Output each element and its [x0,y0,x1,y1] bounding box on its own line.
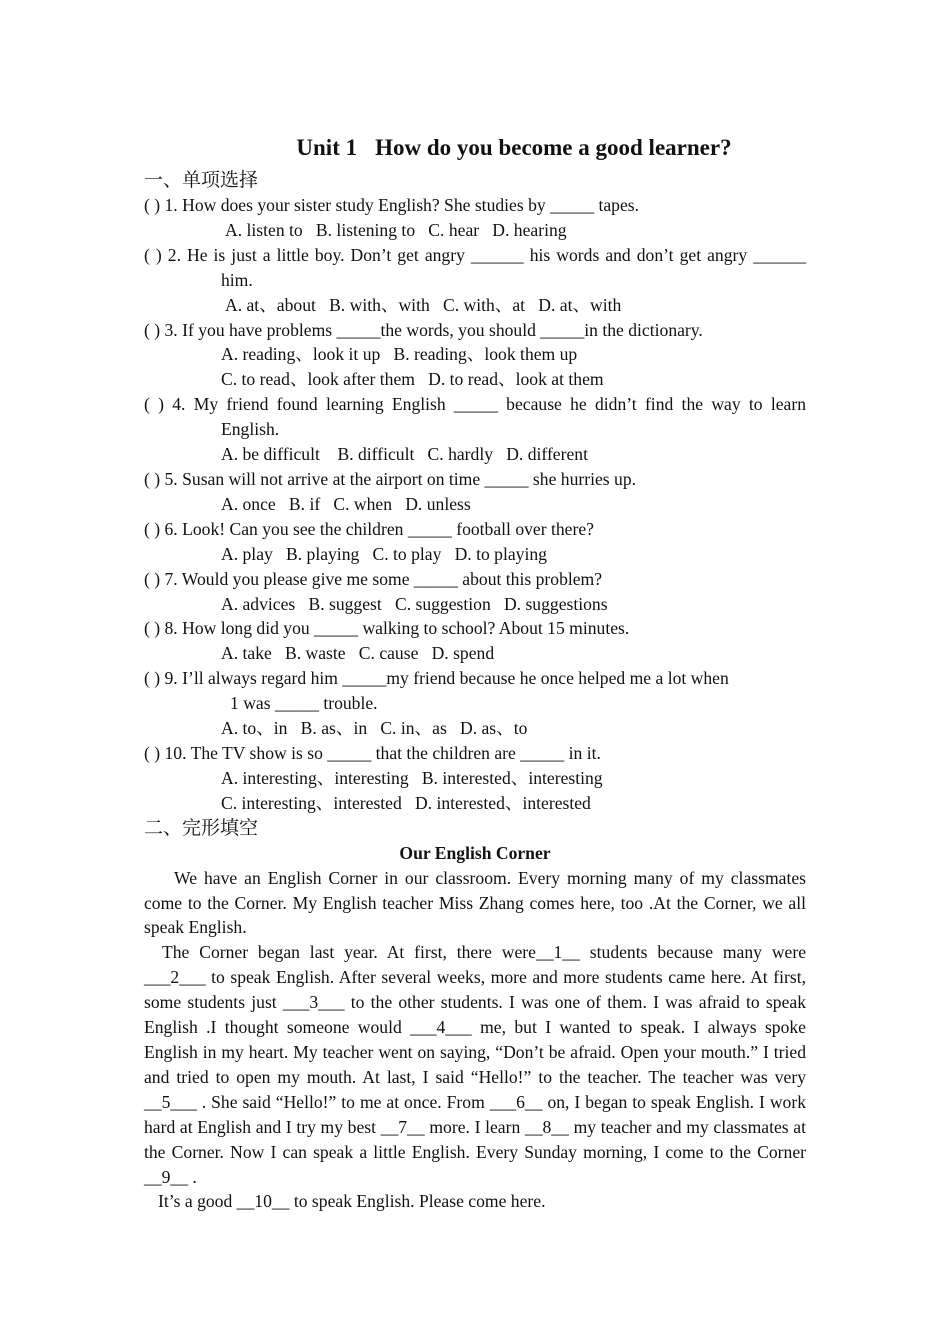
question-options: A. take B. waste C. cause D. spend [221,643,495,664]
page-title [144,132,806,164]
question-options: A. at、about B. with、with C. with、at D. at、with [225,294,622,315]
question-9 [144,666,806,741]
question-options: C. interesting、interested D. interested、interested [221,792,591,813]
passage-paragraph: The Corner began last year. At first, there were__1__ students because many were ___2___ to speak English. After several weeks, more and more students came here. At first, some students just ___3___ to the other students. I was one of them. I was afraid to speak English .I thought someone would ___4___ me, but I wanted to speak. I always spoke English in my heart. My teacher went on saying, “Don’t be afraid. Open your mouth.” I tried and tried to open my mouth. At last, I said “Hello!” to the teacher. The teacher was very __5___ . She said “Hello!” to me at once. From ___6__ on, I began to speak English. I work hard at English and I try my best __7__ more. I learn __8__ my teacher and my classmates at the Corner. Now I can speak a little English. Every Sunday morning, I come to the Corner __9__ . [144,942,806,1187]
passage-paragraph: It’s a good __10__ to speak English. Please come here. [158,1191,546,1212]
question-stem: ( ) 2. He is just a little boy. Don’t get angry ______ his words and don’t get angry ______ him. [144,244,806,290]
section1-heading: 一、单项选择 [144,169,259,191]
question-stem-continuation: 1 was _____ trouble. [230,693,378,714]
question-options: A. reading、look it up B. reading、look them up [221,344,578,365]
question-3 [144,318,806,393]
question-7 [144,567,806,617]
question-4 [144,392,806,467]
question-2 [144,243,806,318]
question-8 [144,616,806,666]
question-stem: ( ) 1. How does your sister study English? She studies by _____ tapes. [144,195,640,215]
question-options: A. play B. playing C. to play D. to playing [221,543,547,564]
section2-heading: 二、完形填空 [144,816,259,839]
question-stem: ( ) 5. Susan will not arrive at the airport on time _____ she hurries up. [144,468,637,489]
question-options: A. advices B. suggest C. suggestion D. suggestions [221,593,608,614]
worksheet-page [144,132,806,1214]
question-stem: ( ) 6. Look! Can you see the children _____ football over there? [144,518,594,539]
passage-title: Our English Corner [399,842,551,863]
question-options: A. listen to B. listening to C. hear D. hearing [225,219,567,240]
question-10 [144,741,806,816]
question-stem: ( ) 3. If you have problems _____the words, you should _____in the dictionary. [144,319,703,340]
question-stem: ( ) 9. I’ll always regard him _____my friend because he once helped me a lot when [144,668,729,689]
question-1 [144,193,806,243]
question-5 [144,467,806,517]
question-options: A. to、in B. as、in C. in、as D. as、to [221,718,528,739]
question-options: A. be difficult B. difficult C. hardly D. different [221,444,588,465]
question-options: A. once B. if C. when D. unless [221,493,471,514]
question-options: A. interesting、interesting B. interested、interesting [221,767,603,788]
passage-paragraph: We have an English Corner in our classroom. Every morning many of my classmates come to the Corner. My English teacher Miss Zhang comes here, too .At the Corner, we all speak English. [144,867,806,938]
question-options: C. to read、look after them D. to read、look at them [221,369,604,390]
question-6 [144,517,806,567]
question-stem: ( ) 7. Would you please give me some _____ about this problem? [144,568,603,589]
unit-label: Unit 1 [296,135,358,160]
question-stem: ( ) 10. The TV show is so _____ that the children are _____ in it. [144,742,601,763]
question-stem: ( ) 8. How long did you _____ walking to school? About 15 minutes. [144,618,630,639]
question-stem: ( ) 4. My friend found learning English _____ because he didn’t find the way to learn English. [144,394,806,440]
unit-question: How do you become a good learner? [375,135,732,160]
